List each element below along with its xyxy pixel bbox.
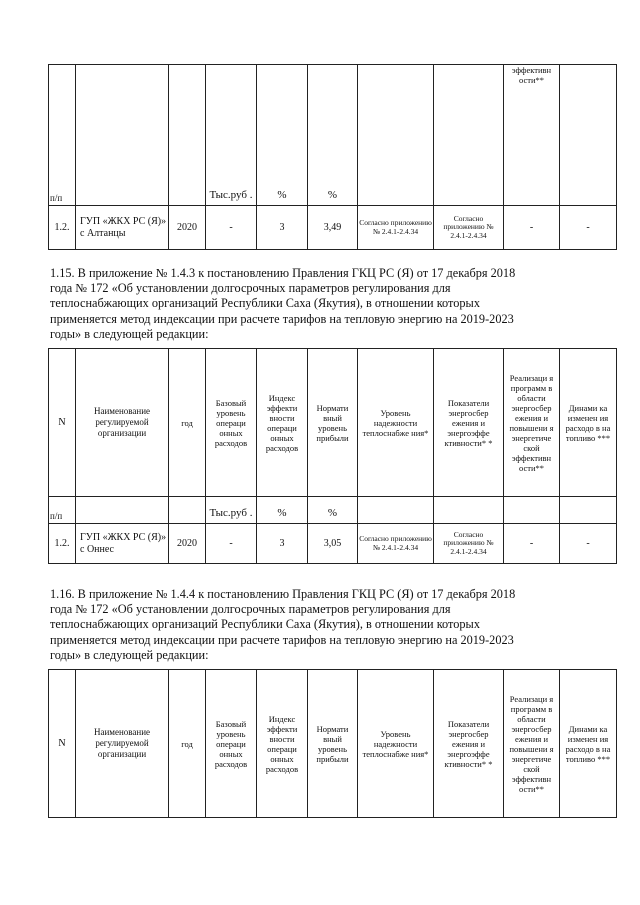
- paragraph-line: года № 172 «Об установлении долгосрочных параметров регулирования для: [50, 281, 451, 296]
- row-base: -: [206, 206, 257, 250]
- unit-index: %: [257, 497, 308, 524]
- row-base: -: [206, 524, 257, 564]
- header-programs: Реализаци я программ в области энергосбер ежения и повышени я энергетиче ской эффективн ости**: [504, 349, 560, 497]
- header-n: N: [49, 670, 76, 818]
- header-base: Базовый уровень операци онных расходов: [206, 349, 257, 497]
- row-dynamics: -: [560, 524, 617, 564]
- header-profit: Нормати вный уровень прибыли: [308, 670, 358, 818]
- row-year: 2020: [169, 524, 206, 564]
- row-profit: 3,05: [308, 524, 358, 564]
- header-n: N: [49, 349, 76, 497]
- unit-profit: %: [308, 65, 358, 206]
- row-dynamics: -: [560, 206, 617, 250]
- paragraph-line: теплоснабжающих организаций Республики Саха (Якутия), в отношении которых: [50, 617, 480, 632]
- header-dynamics: Динами ка изменен ия расходо в на топливо ***: [560, 349, 617, 497]
- header-org: Наименование регулируемой организации: [76, 349, 169, 497]
- header-reliability: Уровень надежности теплоснабже ния*: [358, 349, 434, 497]
- row-programs: -: [504, 206, 560, 250]
- table-115: [48, 348, 617, 564]
- header-year: год: [169, 670, 206, 818]
- header-fragment: эффективн ости**: [504, 65, 560, 206]
- row-energy: Согласно приложению № 2.4.1-2.4.34: [434, 206, 504, 250]
- row-org: ГУП «ЖКХ РС (Я)» с Алтанцы: [76, 206, 169, 250]
- unit-index: %: [257, 65, 308, 206]
- row-reliability: Согласно приложению № 2.4.1-2.4.34: [358, 206, 434, 250]
- header-base: Базовый уровень операци онных расходов: [206, 670, 257, 818]
- header-index: Индекс эффекти вности операци онных расходов: [257, 349, 308, 497]
- header-programs: Реализаци я программ в области энергосбер ежения и повышени я энергетиче ской эффективн ости**: [504, 670, 560, 818]
- header-energy: Показатели энергосбер ежения и энергоэффе ктивности* *: [434, 670, 504, 818]
- header-profit: Нормати вный уровень прибыли: [308, 349, 358, 497]
- header-energy: Показатели энергосбер ежения и энергоэффе ктивности* *: [434, 349, 504, 497]
- header-index: Индекс эффекти вности операци онных расходов: [257, 670, 308, 818]
- row-index: 3: [257, 206, 308, 250]
- np-label: п/п: [49, 65, 76, 206]
- row-num: 1.2.: [49, 206, 76, 250]
- header-year: год: [169, 349, 206, 497]
- paragraph-line: 1.15. В приложение № 1.4.3 к постановлению Правления ГКЦ РС (Я) от 17 декабря 2018: [50, 266, 516, 280]
- table-116: [48, 669, 617, 818]
- paragraph-line: теплоснабжающих организаций Республики Саха (Якутия), в отношении которых: [50, 296, 480, 311]
- row-reliability: Согласно приложению № 2.4.1-2.4.34: [358, 524, 434, 564]
- paragraph-line: года № 172 «Об установлении долгосрочных параметров регулирования для: [50, 602, 451, 617]
- row-year: 2020: [169, 206, 206, 250]
- row-energy: Согласно приложению № 2.4.1-2.4.34: [434, 524, 504, 564]
- row-org: ГУП «ЖКХ РС (Я)» с Оннес: [76, 524, 169, 564]
- section-115-text: [50, 266, 610, 342]
- table-top-continuation: [48, 64, 617, 250]
- section-116-text: [50, 587, 610, 663]
- row-profit: 3,49: [308, 206, 358, 250]
- unit-base: Тыс.руб .: [206, 65, 257, 206]
- paragraph-line: 1.16. В приложение № 1.4.4 к постановлению Правления ГКЦ РС (Я) от 17 декабря 2018: [50, 587, 516, 601]
- row-programs: -: [504, 524, 560, 564]
- paragraph-line: применяется метод индексации при расчете тарифов на тепловую энергию на 2019-2023: [50, 311, 514, 326]
- header-dynamics: Динами ка изменен ия расходо в на топливо ***: [560, 670, 617, 818]
- paragraph-line: годы» в следующей редакции:: [50, 647, 209, 662]
- unit-profit: %: [308, 497, 358, 524]
- np-label: п/п: [49, 497, 76, 524]
- unit-base: Тыс.руб .: [206, 497, 257, 524]
- row-num: 1.2.: [49, 524, 76, 564]
- paragraph-line: применяется метод индексации при расчете тарифов на тепловую энергию на 2019-2023: [50, 632, 514, 647]
- header-reliability: Уровень надежности теплоснабже ния*: [358, 670, 434, 818]
- row-index: 3: [257, 524, 308, 564]
- header-org: Наименование регулируемой организации: [76, 670, 169, 818]
- paragraph-line: годы» в следующей редакции:: [50, 326, 209, 341]
